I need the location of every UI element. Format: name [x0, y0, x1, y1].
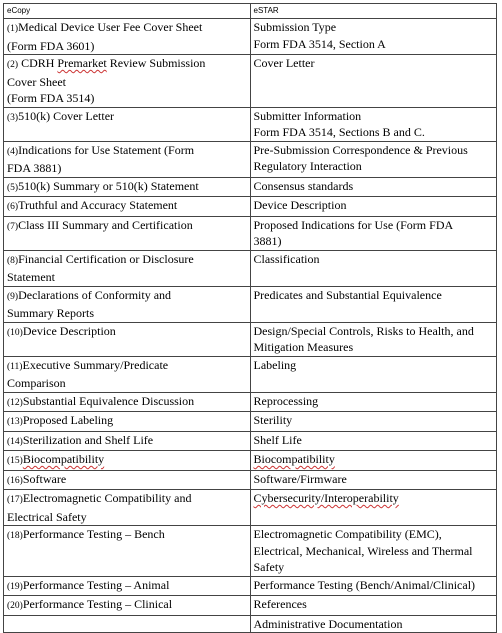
estar-cell-line: Safety — [253, 560, 285, 574]
table-row — [4, 197, 497, 217]
table-row — [4, 55, 497, 108]
estar-cell-line: Submission Type — [253, 20, 337, 34]
ecopy-cell — [4, 412, 251, 432]
estar-cell — [250, 392, 497, 412]
ecopy-cell-line: (16)Software — [7, 471, 67, 486]
ecopy-cell — [4, 197, 251, 217]
ecopy-cell-line: (2) CDRH Premarket Review Submission — [7, 56, 206, 70]
estar-cell-line: Consensus standards — [253, 178, 354, 193]
ecopy-cell — [4, 470, 251, 490]
ecopy-cell-line: Statement — [7, 270, 55, 284]
estar-cell-line: Proposed Indications for Use (Form FDA — [253, 217, 454, 232]
estar-cell — [250, 250, 497, 286]
ecopy-cell — [4, 356, 251, 392]
estar-cell-line: Cover Letter — [253, 56, 315, 70]
estar-cell-line: Electrical, Mechanical, Wireless and Thermal — [253, 543, 473, 558]
table-row — [4, 392, 497, 412]
ecopy-cell-line: (13)Proposed Labeling — [7, 413, 114, 427]
estar-cell — [250, 451, 497, 471]
ecopy-cell — [4, 431, 251, 451]
ecopy-cell-line: (20)Performance Testing – Clinical — [7, 597, 173, 611]
estar-cell-line: 3881) — [253, 234, 282, 248]
ecopy-cell-line: (4)Indications for Use Statement (Form — [7, 142, 195, 157]
ecopy-cell — [4, 55, 251, 108]
estar-cell — [250, 107, 497, 141]
estar-cell — [250, 470, 497, 490]
ecopy-cell — [4, 19, 251, 55]
table-row — [4, 250, 497, 286]
table-row — [4, 141, 497, 177]
ecopy-cell — [4, 286, 251, 322]
ecopy-cell-line: (18)Performance Testing – Bench — [7, 527, 165, 541]
estar-cell-line: Mitigation Measures — [253, 340, 354, 354]
ecopy-cell — [4, 177, 251, 197]
ecopy-cell-line: (6)Truthful and Accuracy Statement — [7, 198, 178, 212]
table-row — [4, 177, 497, 197]
estar-cell-line: Electromagnetic Compatibility (EMC), — [253, 527, 442, 541]
estar-cell — [250, 431, 497, 451]
table-row — [4, 286, 497, 322]
document-page — [3, 3, 497, 633]
table-row — [4, 596, 497, 616]
ecopy-cell — [4, 490, 251, 526]
ecopy-cell-line: (14)Sterilization and Shelf Life — [7, 432, 154, 447]
estar-cell-line: Labeling — [253, 357, 297, 372]
ecopy-cell-line: (7)Class III Summary and Certification — [7, 217, 193, 232]
table-row — [4, 356, 497, 392]
table-row — [4, 216, 497, 250]
table-row — [4, 490, 497, 526]
estar-cell-line: Performance Testing (Bench/Animal/Clinical) — [253, 577, 476, 592]
ecopy-estar-comparison-table — [3, 3, 497, 633]
ecopy-cell-line: (10)Device Description — [7, 323, 116, 338]
estar-cell-line: Regulatory Interaction — [253, 159, 362, 173]
estar-cell-line: Cybersecurity/Interoperability — [253, 491, 399, 505]
estar-cell-line: Shelf Life — [253, 432, 302, 447]
ecopy-cell-line: FDA 3881) — [7, 161, 62, 175]
header-ecopy: eCopy — [4, 4, 251, 19]
table-row — [4, 470, 497, 490]
table-row — [4, 322, 497, 356]
ecopy-cell-line: Cover Sheet — [7, 74, 66, 89]
ecopy-cell-line: (17)Electromagnetic Compatibility and — [7, 491, 192, 505]
estar-cell-line: Form FDA 3514, Section A — [253, 36, 386, 51]
estar-cell — [250, 141, 497, 177]
ecopy-cell-line: (12)Substantial Equivalence Discussion — [7, 393, 195, 408]
ecopy-cell — [4, 141, 251, 177]
estar-cell — [250, 286, 497, 322]
estar-cell — [250, 526, 497, 577]
table-row — [4, 526, 497, 577]
ecopy-cell — [4, 107, 251, 141]
estar-cell-line: Classification — [253, 251, 320, 266]
estar-cell-line: Pre-Submission Correspondence & Previous — [253, 142, 468, 157]
table-row — [4, 576, 497, 596]
estar-cell-line: Reprocessing — [253, 393, 319, 408]
ecopy-cell-line: (11)Executive Summary/Predicate — [7, 357, 169, 372]
ecopy-cell — [4, 596, 251, 616]
ecopy-cell-line: (19)Performance Testing – Animal — [7, 577, 170, 592]
estar-cell-line: References — [253, 597, 307, 611]
ecopy-cell — [4, 392, 251, 412]
estar-cell — [250, 177, 497, 197]
ecopy-cell-line: (Form FDA 3601) — [7, 38, 95, 53]
ecopy-cell — [4, 451, 251, 471]
estar-cell — [250, 322, 497, 356]
ecopy-cell-line: (8)Financial Certification or Disclosure — [7, 251, 194, 266]
ecopy-cell-line: (Form FDA 3514) — [7, 91, 95, 105]
ecopy-cell — [4, 526, 251, 577]
estar-cell — [250, 55, 497, 108]
estar-cell-line: Submitter Information — [253, 108, 362, 123]
estar-cell — [250, 197, 497, 217]
ecopy-cell — [4, 322, 251, 356]
ecopy-cell — [4, 576, 251, 596]
table-row — [4, 19, 497, 55]
ecopy-cell-line: (1)Medical Device User Fee Cover Sheet — [7, 20, 203, 34]
estar-cell-line: Form FDA 3514, Sections B and C. — [253, 125, 425, 139]
table-row — [4, 431, 497, 451]
estar-cell-line: Design/Special Controls, Risks to Health, and — [253, 323, 474, 338]
table-row — [4, 451, 497, 471]
table-row — [4, 107, 497, 141]
ecopy-cell-line: (9)Declarations of Conformity and — [7, 287, 172, 302]
ecopy-cell-line: Comparison — [7, 376, 66, 390]
estar-cell-line: Sterility — [253, 413, 293, 427]
estar-cell — [250, 216, 497, 250]
ecopy-cell — [4, 615, 251, 633]
estar-cell — [250, 576, 497, 596]
estar-cell-line: Predicates and Substantial Equivalence — [253, 287, 442, 302]
ecopy-cell — [4, 216, 251, 250]
estar-cell — [250, 356, 497, 392]
ecopy-cell-line: (15)Biocompatibility — [7, 452, 105, 466]
table-row — [4, 615, 497, 633]
table-row — [4, 412, 497, 432]
table-header-row — [4, 4, 497, 19]
estar-cell-line: Administrative Documentation — [253, 616, 403, 631]
ecopy-cell-line: Electrical Safety — [7, 509, 87, 524]
estar-cell-line: Device Description — [253, 198, 347, 212]
estar-cell — [250, 19, 497, 55]
estar-cell — [250, 412, 497, 432]
header-estar: eSTAR — [250, 4, 497, 19]
estar-cell — [250, 615, 497, 633]
ecopy-cell-line: Summary Reports — [7, 306, 94, 320]
ecopy-cell — [4, 250, 251, 286]
estar-cell — [250, 490, 497, 526]
estar-cell-line: Biocompatibility — [253, 452, 335, 466]
estar-cell — [250, 596, 497, 616]
estar-cell-line: Software/Firmware — [253, 471, 347, 486]
ecopy-cell-line: (3)510(k) Cover Letter — [7, 108, 115, 123]
ecopy-cell-line: (5)510(k) Summary or 510(k) Statement — [7, 178, 199, 193]
